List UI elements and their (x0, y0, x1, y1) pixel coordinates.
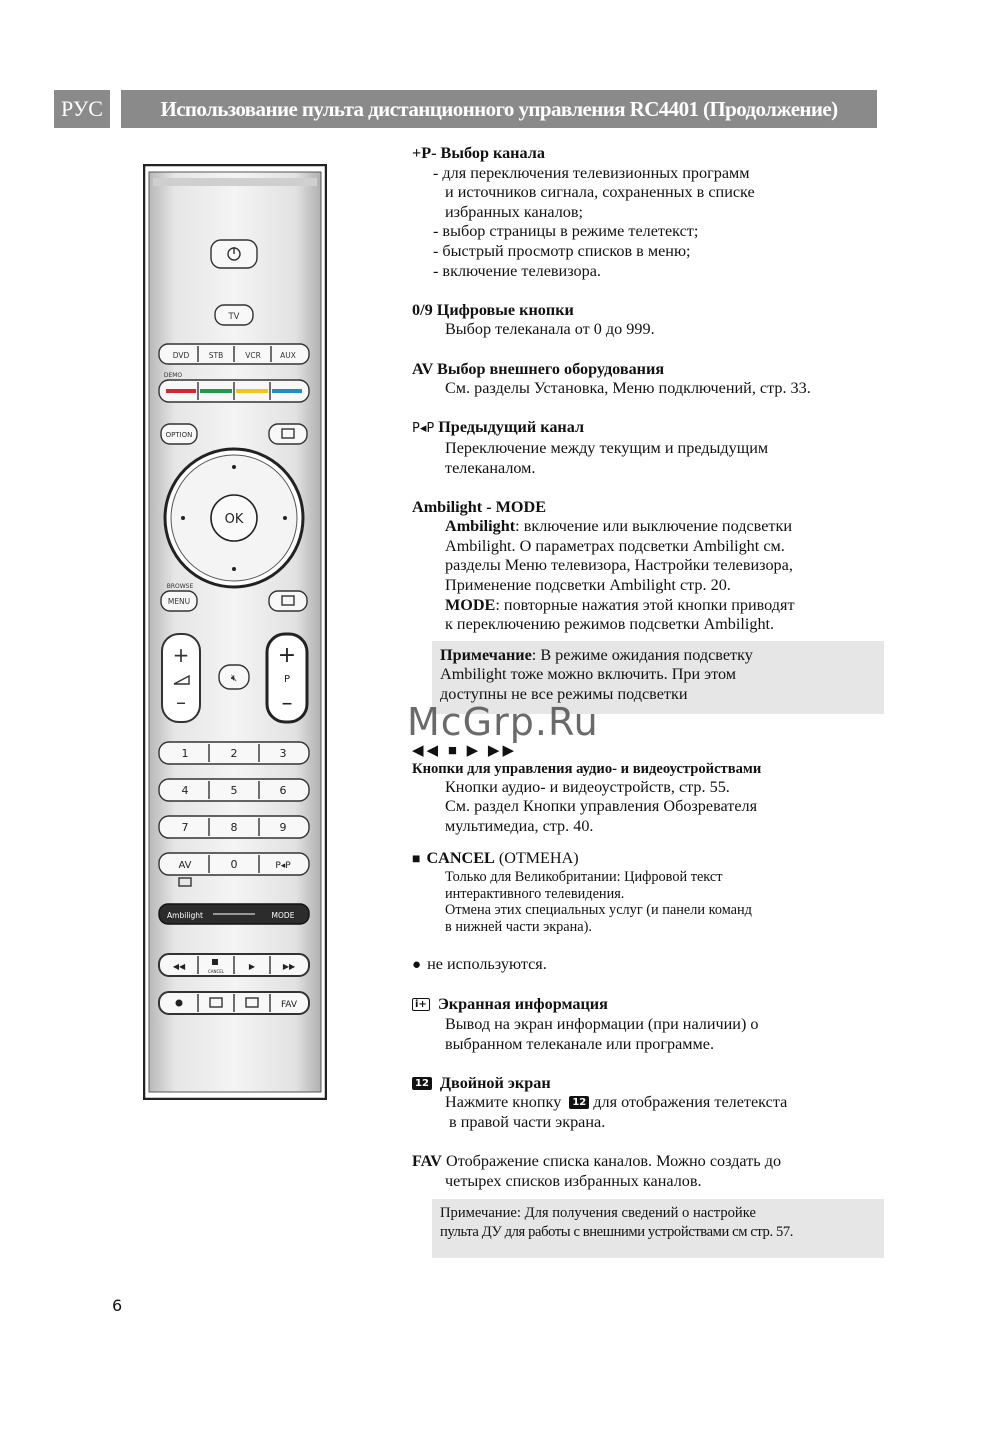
section-channel-select (412, 144, 882, 281)
section-cancel (412, 849, 882, 936)
aux-button-label: AUX (280, 351, 296, 360)
text-line: разделы Меню телевизора, Настройки телевизора, (445, 556, 793, 575)
dual-screen-icon: 12 (569, 1096, 589, 1109)
rewind-icon: ◀◀ (172, 962, 186, 971)
section-not-used (412, 955, 882, 976)
volume-plus-icon: + (172, 643, 190, 667)
text-line: доступны не все режимы подсветки (440, 685, 688, 704)
text-line: Ambilight: включение или выключение подсветки (445, 517, 792, 536)
text-line: к переключению режимов подсветки Ambilight. (445, 615, 775, 634)
text-line: Нажмите кнопку 12 для отображения телетекста (445, 1093, 788, 1112)
section-digit-buttons (412, 301, 882, 340)
program-minus-icon: – (281, 691, 293, 716)
digit-5: 5 (230, 784, 238, 797)
dual-screen-icon: 12 (412, 1077, 432, 1090)
text-line: выбранном телеканале или программе. (445, 1034, 714, 1053)
prev-channel-icon: P◂P (412, 421, 435, 437)
vcr-button-label: VCR (245, 351, 261, 360)
info-icon: i+ (412, 998, 430, 1011)
language-tab: РУС (54, 90, 110, 128)
program-p-label: P (283, 674, 291, 685)
text-line: мультимедиа, стр. 40. (445, 817, 594, 835)
digit-1: 1 (181, 747, 189, 760)
section-ambilight (412, 498, 882, 635)
option-button-label: OPTION (165, 431, 193, 439)
section-heading: AV Выбор внешнего оборудования (412, 359, 665, 378)
record-icon (176, 1000, 183, 1007)
program-plus-icon: + (277, 643, 297, 668)
text-line: интерактивного телевидения. (445, 885, 625, 902)
text-line: - для переключения телевизионных программ (433, 163, 750, 182)
text-line: Переключение между текущим и предыдущим (445, 438, 769, 457)
text-line: Ambilight тоже можно включить. При этом (440, 665, 737, 684)
cancel-label: CANCEL (207, 969, 225, 974)
text-line: избранных каналов; (445, 202, 584, 221)
section-media-buttons (412, 742, 882, 837)
stop-icon (212, 959, 218, 965)
text-line: Примечание: В режиме ожидания подсветку (440, 645, 753, 664)
digit-9: 9 (279, 821, 287, 834)
section-heading: +P- Выбор канала (412, 144, 545, 162)
watermark: McGrp.Ru (407, 700, 599, 744)
digit-6: 6 (279, 784, 287, 797)
ok-button-label: OK (224, 512, 244, 527)
record-icon: ● (412, 957, 422, 974)
ambilight-button-label: Ambilight (167, 911, 203, 920)
fav-button-label: FAV (280, 1000, 298, 1010)
digit-2: 2 (230, 747, 238, 760)
mode-button-label: MODE (271, 911, 295, 920)
section-previous-channel (412, 418, 882, 478)
text-line: телеканалом. (445, 458, 536, 477)
text-line: Выбор телеканала от 0 до 999. (445, 320, 655, 339)
text-line: в правой части экрана. (449, 1112, 606, 1131)
section-heading: ■ CANCEL (ОТМЕНА) (412, 848, 579, 867)
text-line: Ambilight. О параметрах подсветки Ambilight см. (445, 536, 785, 555)
browse-label: BROWSE (166, 583, 194, 590)
text-line: в нижней части экрана). (445, 918, 592, 935)
text-line: FAV Отображение списка каналов. Можно создать до (412, 1152, 782, 1171)
text-line: Применение подсветки Ambilight стр. 20. (445, 576, 731, 595)
dvd-button-label: DVD (172, 351, 190, 360)
media-buttons-icons: ◀◀ ■ ▶ ▶▶ (412, 742, 517, 759)
text-line: - включение телевизора. (433, 261, 601, 280)
play-icon: ▶ (248, 962, 256, 971)
mute-icon: 🔇︎ (230, 673, 238, 684)
section-heading: Ambilight - MODE (412, 497, 546, 516)
text-line: - быстрый просмотр списков в меню; (433, 241, 691, 260)
page-title: Использование пульта дистанционного управления RC4401 (Продолжение) (121, 90, 877, 128)
section-screen-info (412, 995, 882, 1054)
stb-button-label: STB (208, 351, 224, 360)
digit-3: 3 (279, 747, 287, 760)
demo-label: DEMO (163, 372, 183, 379)
text-line: См. раздел Кнопки управления Обозревателя (445, 797, 758, 816)
text-line: четырех списков избранных каналов. (445, 1171, 702, 1190)
text-line: Только для Великобритании: Цифровой текст (445, 869, 723, 886)
page-number: 6 (112, 1296, 123, 1315)
section-heading: Кнопки для управления аудио- и видеоустройствами (412, 761, 762, 778)
digit-4: 4 (181, 784, 189, 797)
section-heading: 12 Двойной экран (412, 1074, 882, 1094)
volume-minus-icon: – (176, 690, 186, 714)
av-button-label: AV (178, 860, 192, 871)
text-line: - выбор страницы в режиме телетекст; (433, 222, 699, 241)
section-fav (412, 1152, 882, 1191)
fast-forward-icon: ▶▶ (282, 962, 296, 971)
digit-7: 7 (181, 821, 189, 834)
tv-button-label: TV (228, 312, 240, 322)
section-heading: P◂P Предыдущий канал (412, 418, 585, 437)
text-line: Примечание: Для получения сведений о настройке (440, 1205, 756, 1222)
text-line: Вывод на экран информации (при наличии) о (445, 1014, 759, 1033)
text-line: См. разделы Установка, Меню подключений, стр. 33. (445, 379, 811, 398)
section-dual-screen (412, 1074, 882, 1133)
prev-channel-label: P◂P (275, 861, 291, 871)
section-heading: i+ Экранная информация (412, 995, 882, 1015)
text-line: Кнопки аудио- и видеоустройств, стр. 55. (445, 777, 730, 796)
text-line: ● не используются. (412, 955, 547, 974)
section-av (412, 360, 882, 399)
remote-control-illustration (143, 164, 327, 1100)
digit-0: 0 (230, 858, 238, 871)
text-line: MODE: повторные нажатия этой кнопки приводят (445, 595, 795, 614)
menu-button-label: MENU (167, 597, 191, 606)
text-line: и источников сигнала, сохраненных в списке (445, 183, 755, 202)
text-line: Отмена этих специальных услуг (и панели команд (445, 902, 752, 919)
text-line: пульта ДУ для работы с внешними устройствами см стр. 57. (440, 1224, 793, 1241)
section-heading: 0/9 Цифровые кнопки (412, 300, 574, 319)
digit-8: 8 (230, 821, 238, 834)
note-remote-setup (432, 1199, 884, 1258)
stop-icon: ■ (412, 851, 421, 867)
